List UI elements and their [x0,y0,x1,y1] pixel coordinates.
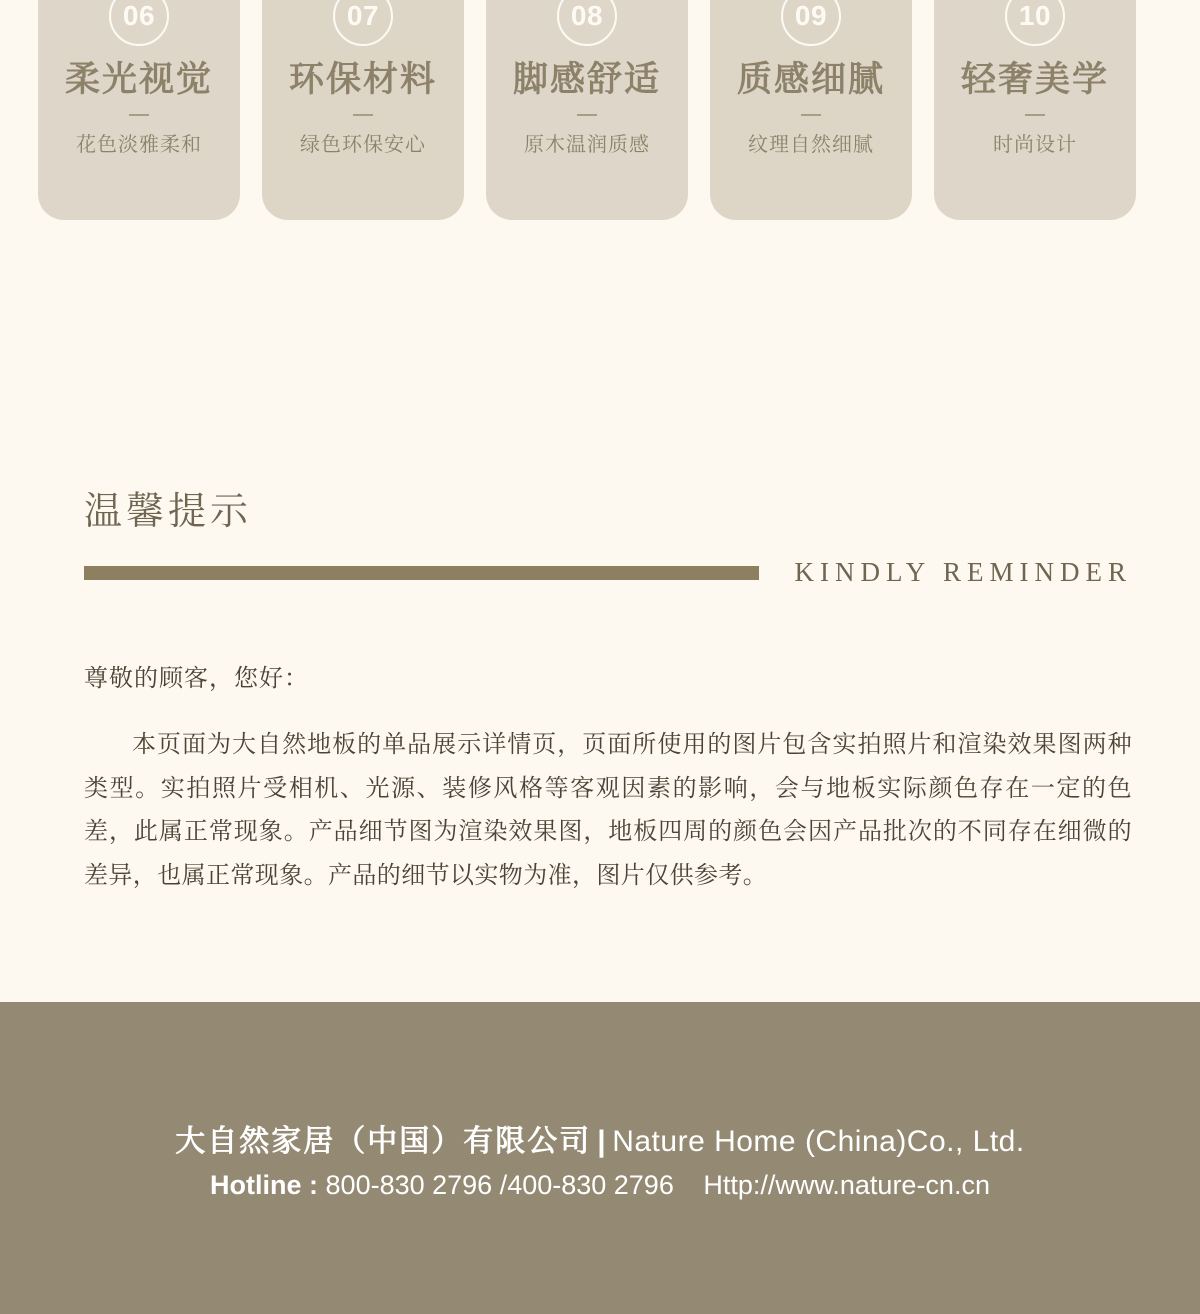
feature-subtitle: 时尚设计 [993,134,1077,157]
feature-title: 质感细腻 [736,60,885,99]
footer-website-link[interactable]: Http://www.nature-cn.cn [703,1169,990,1200]
kindly-reminder-section [84,480,1132,922]
page-footer [0,1002,1200,1314]
feature-title: 脚感舒适 [512,60,661,99]
feature-title: 轻奢美学 [960,60,1109,99]
feature-number-badge: 07 [333,0,393,46]
reminder-greeting: 尊敬的顾客，您好： [84,665,309,692]
footer-separator: | [597,1124,607,1158]
divider-line [577,114,597,116]
reminder-heading-rule [84,557,1132,588]
feature-card-10 [934,0,1136,220]
divider-line [129,114,149,116]
divider-line [1025,114,1045,116]
accent-bar [84,566,759,580]
feature-number-badge: 10 [1005,0,1065,46]
divider-line [353,114,373,116]
footer-company-en: Nature Home (China)Co., Ltd. [612,1124,1025,1158]
feature-number-badge: 06 [109,0,169,46]
feature-subtitle: 原木温润质感 [524,134,650,157]
feature-subtitle: 花色淡雅柔和 [76,134,202,157]
feature-number-badge: 09 [781,0,841,46]
reminder-title-en: KINDLY REMINDER [794,557,1132,587]
feature-subtitle: 绿色环保安心 [300,134,426,157]
footer-company-line [175,1116,1024,1160]
reminder-body-text: 本页面为大自然地板的单品展示详情页，页面所使用的图片包含实拍照片和渲染效果图两种类型。实拍照片受相机、光源、装修风格等客观因素的影响，会与地板实际颜色存在一定的色差，此属正常现象。产品细节图为渲染效果图，地板四周的颜色会因产品批次的不同存在细微的差异，也属正常现象。产品的细节以实物为准，图片仅供参考。 [84,731,1132,890]
feature-title: 环保材料 [288,60,437,99]
feature-subtitle: 纹理自然细腻 [748,134,874,157]
divider-line [801,114,821,116]
feature-card-strip [38,0,1163,222]
feature-card-08 [486,0,688,220]
feature-title: 柔光视觉 [64,60,213,99]
footer-hotline-label: Hotline : [210,1169,319,1200]
feature-card-07 [262,0,464,220]
feature-number-badge: 08 [557,0,617,46]
feature-card-09 [710,0,912,220]
footer-contact-line [210,1170,990,1201]
feature-card-06 [38,0,240,220]
footer-hotline-value: 800-830 2796 /400-830 2796 [325,1169,674,1200]
footer-company-cn: 大自然家居（中国）有限公司 [175,1124,592,1158]
reminder-title-cn: 温馨提示 [84,491,253,533]
